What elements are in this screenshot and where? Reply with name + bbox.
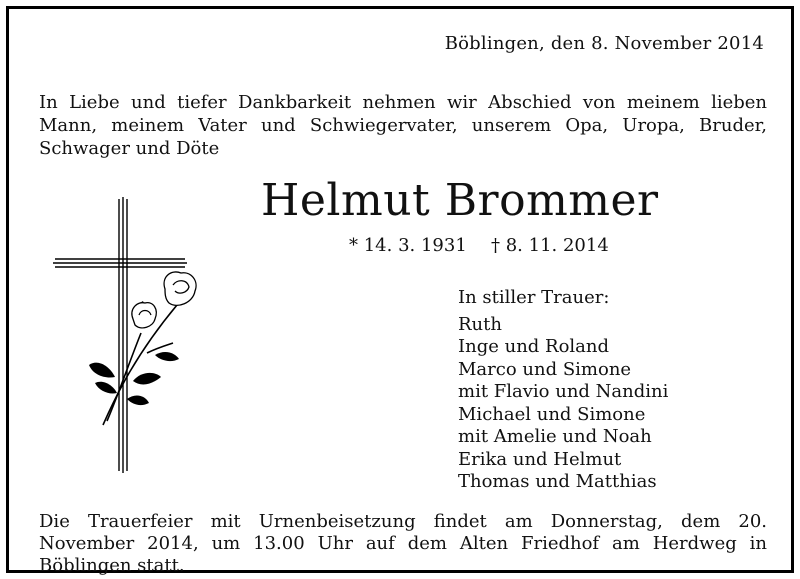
place-date: Böblingen, den 8. November 2014 <box>444 33 764 54</box>
mourner-name: Inge und Roland <box>458 336 610 357</box>
mourner-name: Michael und Simone <box>458 403 646 425</box>
death-date: † 8. 11. 2014 <box>491 235 609 256</box>
deceased-name: Helmut Brommer <box>261 175 659 226</box>
mourners-list <box>458 314 668 494</box>
mourners-heading: In stiller Trauer: <box>458 287 610 308</box>
mourner-name: Thomas und Matthias <box>458 471 657 492</box>
mourner-name: Ruth <box>458 313 502 335</box>
intro-text: In Liebe und tiefer Dankbarkeit nehmen wir Abschied von meinem lieben Mann, meinem Vater und Schwiegervater, unserem Opa, Uropa, Bruder, Schwager und Döte <box>39 92 767 159</box>
mourner-name: Marco und Simone <box>458 358 632 380</box>
cross-with-roses-icon <box>37 193 207 477</box>
birth-date: * 14. 3. 1931 <box>349 235 467 256</box>
obituary-notice <box>6 6 794 576</box>
funeral-details: Die Trauerfeier mit Urnenbeisetzung findet am Donnerstag, dem 20. November 2014, um 13.00 Uhr auf dem Alten Friedhof am Herdweg in Böblingen statt. <box>39 511 767 576</box>
mourner-name: Erika und Helmut <box>458 448 622 470</box>
mourner-name: mit Flavio und Nandini <box>458 381 669 402</box>
mourners-block <box>458 287 668 494</box>
mourner-name: mit Amelie und Noah <box>458 426 652 447</box>
